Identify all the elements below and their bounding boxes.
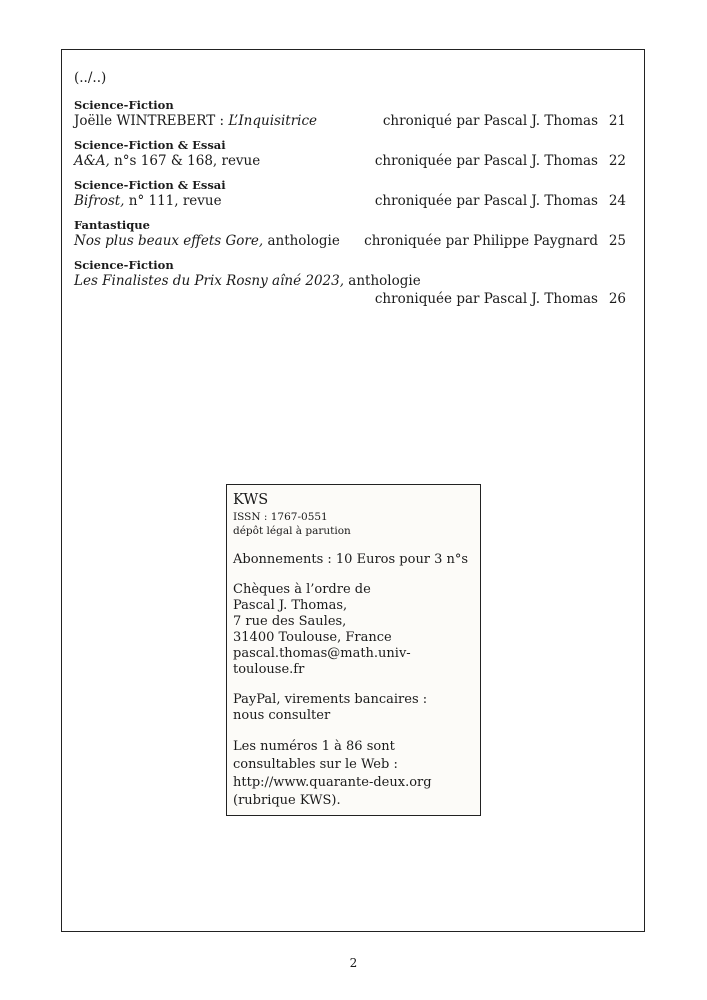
entry-genre: Science-Fiction: [74, 98, 174, 112]
entry-genre: Science-Fiction & Essai: [74, 178, 226, 192]
toc-entry: [74, 138, 626, 170]
entry-genre: Fantastique: [74, 218, 150, 232]
kws-legal: dépôt légal à parution: [233, 525, 351, 537]
toc-entry: [74, 178, 626, 210]
kws-web: Les numéros 1 à 86 sont consultables sur le Web : http://www.quarante-deux.org (rubrique KWS).: [233, 738, 480, 810]
kws-url: http://www.quarante-deux.org: [233, 775, 432, 790]
kws-email: pascal.thomas@math.univ-toulouse.fr: [233, 646, 411, 677]
entry-reviewer: chroniquée par Philippe Paygnard: [364, 233, 598, 249]
entry-genre: Science-Fiction: [74, 258, 174, 272]
continued-marker: (../..): [74, 70, 107, 86]
entry-page: 26: [608, 291, 626, 307]
kws-name: KWS: [233, 492, 269, 508]
entry-title: A&A, n°s 167 & 168, revue: [74, 153, 261, 169]
entry-genre: Science-Fiction & Essai: [74, 138, 226, 152]
entry-title: Joëlle WINTREBERT : L’Inquisitrice: [74, 113, 318, 129]
entry-title: Nos plus beaux effets Gore, anthologie: [74, 233, 340, 249]
kws-issn: ISSN : 1767-0551: [233, 511, 328, 523]
entry-reviewer: chroniqué par Pascal J. Thomas: [382, 113, 598, 129]
entry-reviewer: chroniquée par Pascal J. Thomas: [374, 291, 598, 307]
entry-page: 25: [608, 233, 626, 249]
entry-reviewer: chroniquée par Pascal J. Thomas: [374, 153, 598, 169]
toc-entry: [74, 258, 626, 308]
entry-title: Les Finalistes du Prix Rosny aîné 2023, anthologie: [74, 273, 421, 289]
toc-entry: [74, 98, 626, 130]
kws-paypal: PayPal, virements bancaires : nous consulter: [233, 692, 428, 723]
toc-entry: [74, 218, 626, 250]
entry-title: Bifrost, n° 111, revue: [74, 193, 222, 209]
entry-page: 24: [608, 193, 626, 209]
kws-cheques: Chèques à l’ordre de Pascal J. Thomas, 7 rue des Saules, 31400 Toulouse, France pascal.thomas@math.univ-toulouse.fr: [233, 582, 480, 678]
entry-page: 21: [608, 113, 626, 129]
kws-info-box: [226, 484, 481, 816]
entry-page: 22: [608, 153, 626, 169]
kws-subscriptions: Abonnements : 10 Euros pour 3 n°s: [233, 552, 469, 567]
entry-reviewer: chroniquée par Pascal J. Thomas: [374, 193, 598, 209]
page-number: 2: [349, 956, 358, 970]
